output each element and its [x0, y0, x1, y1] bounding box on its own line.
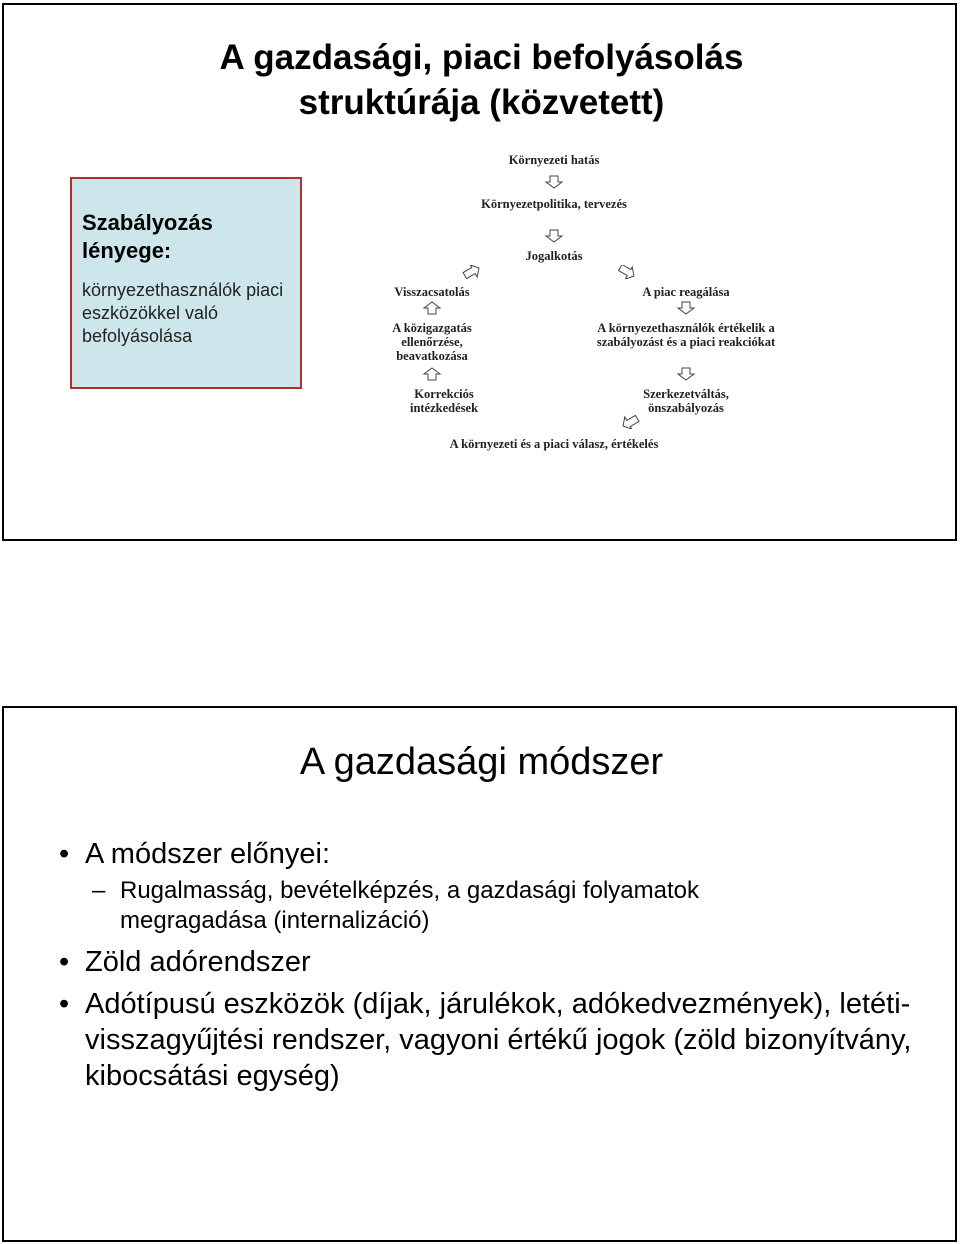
- sub-bullet-text: Rugalmasság, bevételképzés, a gazdasági folyamatok megragadása (internalizáció): [120, 877, 699, 934]
- info-box-heading: Szabályozás lényege:: [82, 210, 213, 263]
- diagram-node: Környezetpolitika, tervezés: [481, 197, 627, 211]
- bullet-text: A módszer előnyei:: [85, 838, 331, 870]
- diagram-node: Jogalkotás: [525, 249, 583, 263]
- arrow-diagonal-icon: [620, 415, 640, 429]
- info-box-body: környezethasználók piaci eszközökkel való befolyásolása: [82, 280, 284, 346]
- arrow-down-icon: [544, 229, 564, 243]
- bullet-icon: •: [59, 946, 70, 978]
- diagram-node: Környezeti hatás: [508, 153, 600, 167]
- slide-2: [2, 706, 957, 1242]
- diagram-node: A környezethasználók értékelik a szabályozást és a piaci reakciókat: [596, 321, 776, 349]
- info-box: [70, 177, 302, 389]
- arrow-up-icon: [422, 367, 442, 381]
- diagram-node: A közigazgatás ellenőrzése, beavatkozása: [392, 321, 472, 363]
- bullet-icon: •: [59, 988, 70, 1020]
- arrow-down-icon: [676, 301, 696, 315]
- feedback-cycle-diagram: [364, 151, 794, 471]
- diagram-node: Korrekciós intézkedések: [409, 387, 479, 415]
- slide-1-title: A gazdasági, piaci befolyásolás struktúrája (közvetett): [219, 38, 744, 122]
- slide-1: [2, 3, 957, 541]
- arrow-down-icon: [676, 367, 696, 381]
- bullet-icon: •: [59, 838, 70, 870]
- diagram-node: A piac reagálása: [642, 285, 730, 299]
- diagram-node: Szerkezetváltás, önszabályozás: [643, 387, 729, 415]
- slide-2-title: A gazdasági módszer: [299, 741, 664, 783]
- bullet-text: Zöld adórendszer: [85, 946, 311, 978]
- arrow-diagonal-icon: [617, 265, 637, 279]
- diagram-node: A környezeti és a piaci válasz, értékelés: [449, 437, 659, 451]
- diagram-node: Visszacsatolás: [394, 285, 470, 299]
- bullet-text: Adótípusú eszközök (díjak, járulékok, adókedvezmények), letéti-visszagyűjtési rendszer, vagyoni értékű jogok (zöld bizonyítvány, kibocsátási egység): [85, 988, 912, 1092]
- dash-icon: –: [92, 877, 106, 904]
- arrow-up-icon: [422, 301, 442, 315]
- arrow-diagonal-icon: [462, 265, 482, 279]
- arrow-down-icon: [544, 175, 564, 189]
